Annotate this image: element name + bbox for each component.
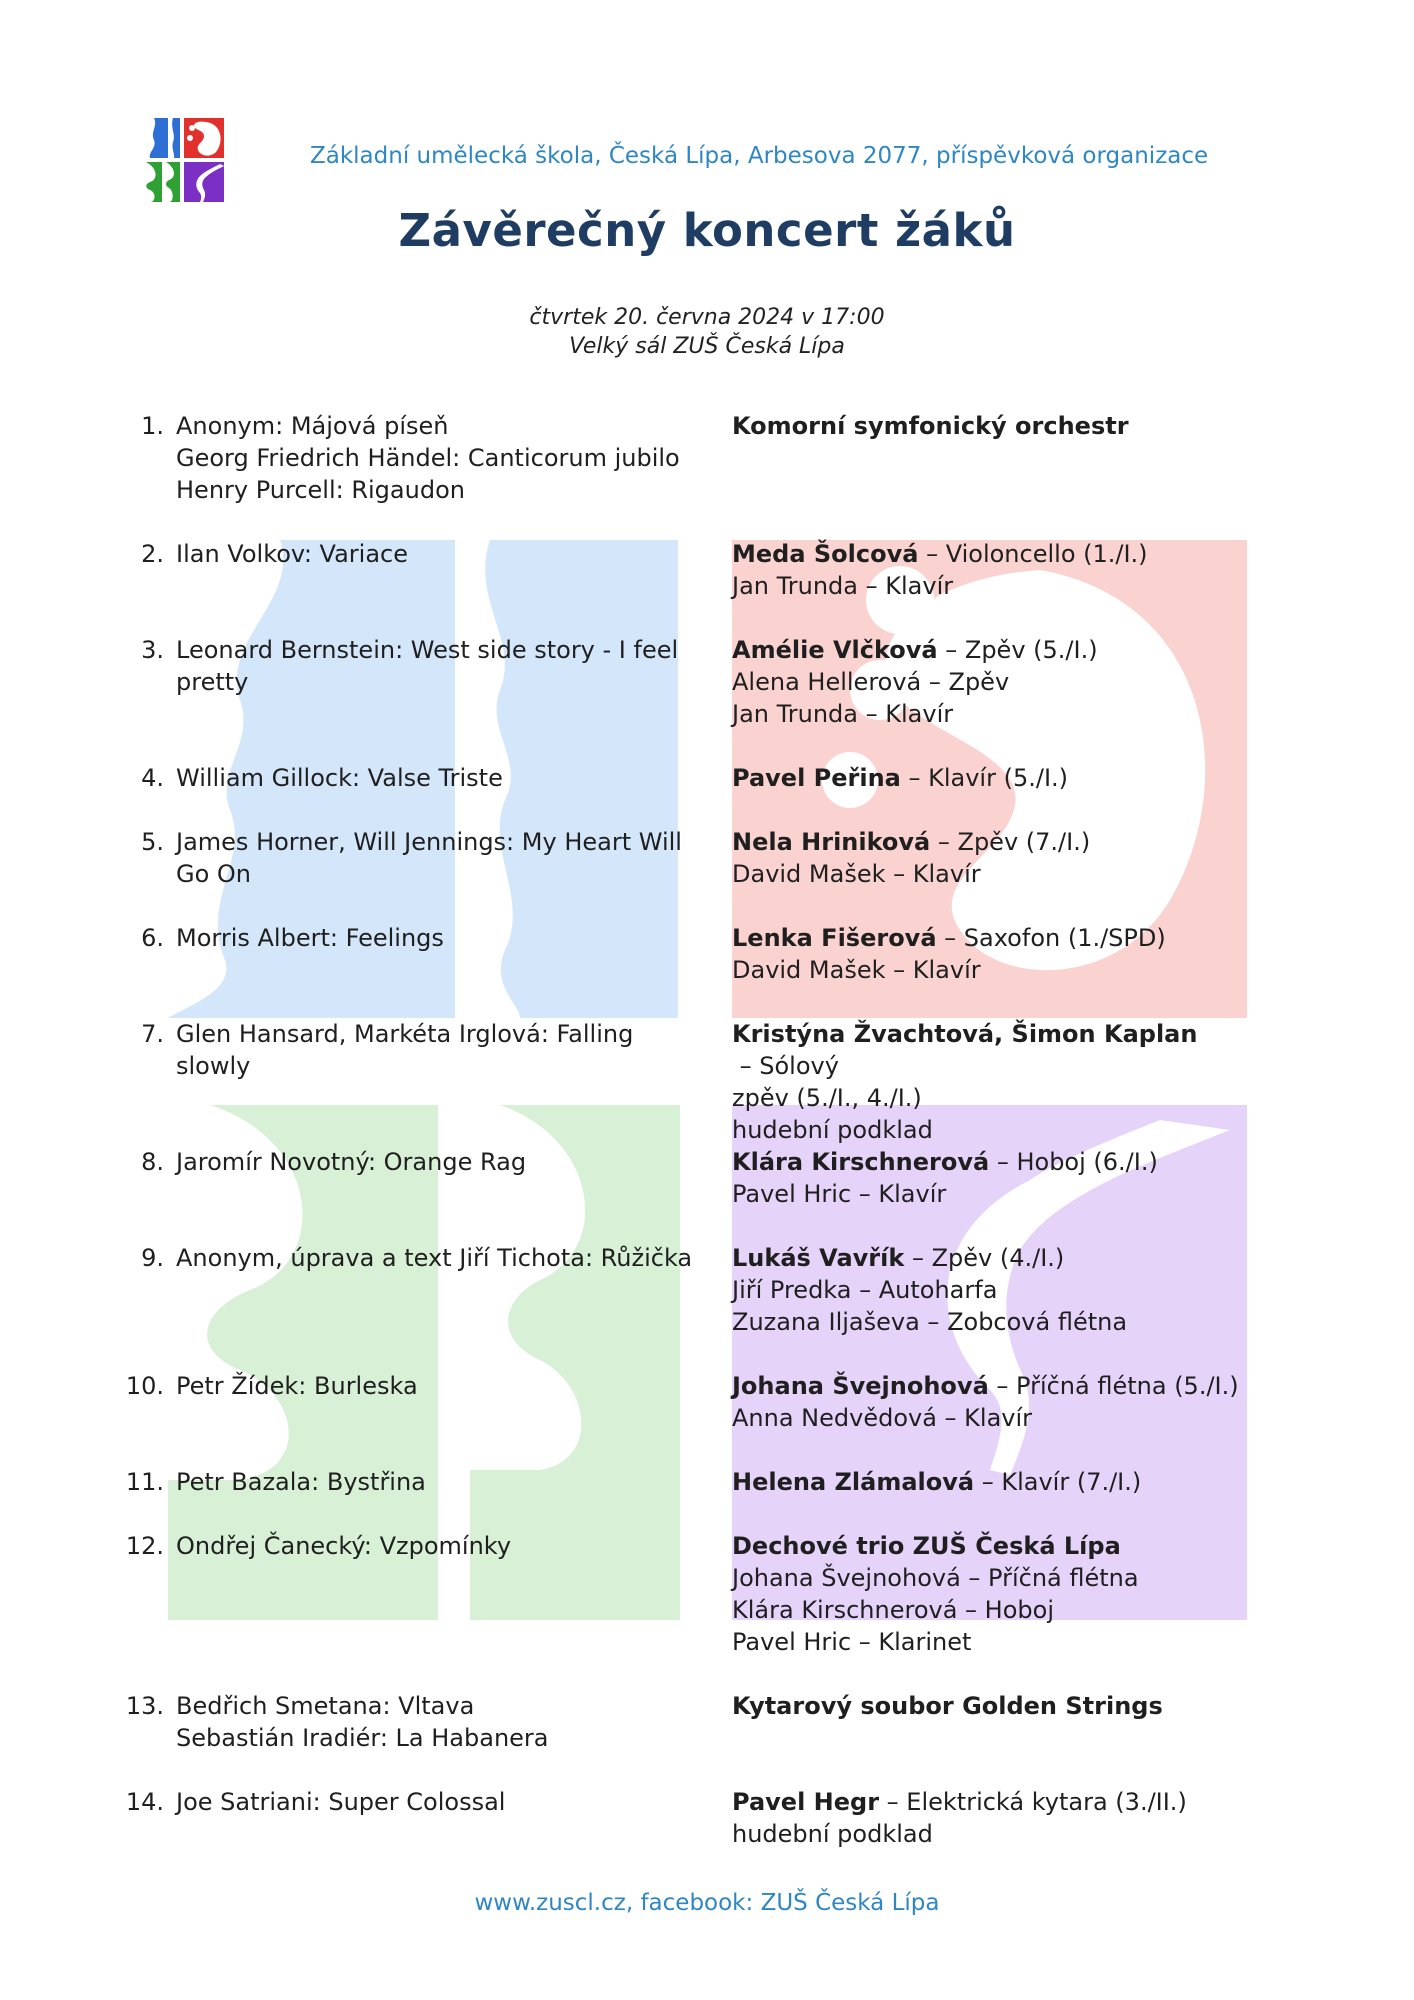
performer-detail: – Sólový (732, 1052, 839, 1080)
performer-name: Pavel Hegr (732, 1788, 880, 1816)
performer-line (732, 570, 1292, 602)
performer-detail: – Zpěv (4./I.) (904, 1244, 1065, 1272)
performer-detail: David Mašek – Klavír (732, 860, 981, 888)
performer-line (732, 858, 1292, 890)
program-performers (732, 1530, 1292, 1658)
performer-detail: Jan Trunda – Klavír (732, 572, 954, 600)
footer-links: www.zuscl.cz, facebook: ZUŠ Česká Lípa (474, 1890, 940, 1916)
performer-detail: – Klavír (7./I.) (974, 1468, 1142, 1496)
performer-line (732, 1562, 1292, 1594)
performer-line (732, 1274, 1292, 1306)
performer-detail: Johana Švejnohová – Příčná flétna (732, 1564, 1139, 1592)
piece-line: Jaromír Novotný: Orange Rag (176, 1148, 527, 1176)
piece-line: Glen Hansard, Markéta Irglová: Falling (176, 1020, 634, 1048)
performer-name: Meda Šolcová (732, 540, 919, 568)
performer-detail: – Violoncello (1./I.) (918, 540, 1148, 568)
program-performers (732, 1370, 1292, 1434)
program-pieces (176, 1690, 721, 1754)
program-performers (732, 410, 1292, 442)
performer-line (732, 666, 1292, 698)
piece-line: Bedřich Smetana: Vltava (176, 1692, 475, 1720)
performer-detail: – Saxofon (1./SPD) (936, 924, 1166, 952)
performer-detail: Jan Trunda – Klavír (732, 700, 954, 728)
program-number: 8. (141, 1148, 164, 1176)
performer-line (732, 1690, 1292, 1722)
performer-name: Nela Hriniková (732, 828, 931, 856)
performer-detail: Pavel Hric – Klavír (732, 1180, 947, 1208)
performer-detail: hudební podklad (732, 1116, 933, 1144)
program-performers (732, 1690, 1292, 1722)
performer-detail: – Příčná flétna (5./I.) (988, 1372, 1239, 1400)
concert-venue: Velký sál ZUŠ Česká Lípa (569, 334, 845, 359)
piece-line: William Gillock: Valse Triste (176, 764, 503, 792)
performer-name: Dechové trio ZUŠ Česká Lípa (732, 1532, 1121, 1560)
performer-line (732, 1306, 1292, 1338)
program-performers (732, 1466, 1292, 1498)
performer-detail: Jiří Predka – Autoharfa (732, 1276, 998, 1304)
performer-name: Lukáš Vavřík (732, 1244, 905, 1272)
program-pieces (176, 410, 721, 506)
program-number: 3. (141, 636, 164, 664)
program-pieces (176, 538, 721, 570)
piece-line: Henry Purcell: Rigaudon (176, 476, 465, 504)
program-performers (732, 922, 1292, 986)
program-pieces (176, 1242, 721, 1274)
performer-line (732, 538, 1292, 570)
performer-line (732, 922, 1292, 954)
program-pieces (176, 634, 721, 698)
program-pieces (176, 1146, 721, 1178)
performer-detail: Alena Hellerová – Zpěv (732, 668, 1010, 696)
performer-detail: – Hoboj (6./I.) (989, 1148, 1158, 1176)
program-performers (732, 1018, 1292, 1146)
performer-name: Pavel Peřina (732, 764, 901, 792)
performer-name: Kytarový soubor Golden Strings (732, 1692, 1163, 1720)
piece-line: Ondřej Čanecký: Vzpomínky (176, 1532, 512, 1560)
piece-line: James Horner, Will Jennings: My Heart Will (176, 828, 682, 856)
performer-line (732, 1178, 1292, 1210)
page-title: Závěrečný koncert žáků (398, 204, 1016, 257)
piece-line: Georg Friedrich Händel: Canticorum jubilo (176, 444, 680, 472)
performer-line (732, 698, 1292, 730)
performer-detail: – Elektrická kytara (3./II.) (879, 1788, 1187, 1816)
performer-detail: – Zpěv (7./I.) (930, 828, 1091, 856)
performer-name: Komorní symfonický orchestr (732, 412, 1129, 440)
piece-line: Petr Žídek: Burleska (176, 1372, 418, 1400)
program-number: 4. (141, 764, 164, 792)
performer-line (732, 954, 1292, 986)
performer-detail: – Zpěv (5./I.) (937, 636, 1098, 664)
program-number: 9. (141, 1244, 164, 1272)
piece-line: Leonard Bernstein: West side story - I feel (176, 636, 679, 664)
performer-line (732, 1146, 1292, 1178)
performer-line (732, 1402, 1292, 1434)
performer-line (732, 1594, 1292, 1626)
performer-line (732, 1114, 1292, 1146)
performer-name: Helena Zlámalová (732, 1468, 975, 1496)
performer-line (732, 1370, 1292, 1402)
program-pieces (176, 1786, 721, 1818)
piece-line: Joe Satriani: Super Colossal (176, 1788, 506, 1816)
performer-line (732, 1082, 1292, 1114)
performer-line (732, 410, 1292, 442)
piece-line: Sebastián Iradiér: La Habanera (176, 1724, 549, 1752)
piece-line: Ilan Volkov: Variace (176, 540, 408, 568)
program-performers (732, 1242, 1292, 1338)
performer-line (732, 1626, 1292, 1658)
program-performers (732, 1786, 1292, 1850)
program-number: 10. (125, 1372, 164, 1400)
performer-detail: Anna Nedvědová – Klavír (732, 1404, 1033, 1432)
program-number: 5. (141, 828, 164, 856)
program-performers (732, 826, 1292, 890)
program-pieces (176, 1018, 721, 1082)
performer-name: Johana Švejnohová (732, 1372, 989, 1400)
performer-detail: Zuzana Iljaševa – Zobcová flétna (732, 1308, 1128, 1336)
concert-date: čtvrtek 20. června 2024 v 17:00 (529, 305, 885, 330)
program-number: 13. (125, 1692, 164, 1720)
program-pieces (176, 1370, 721, 1402)
program-number: 6. (141, 924, 164, 952)
piece-line: pretty (176, 668, 249, 696)
program-pieces (176, 1466, 721, 1498)
performer-line (732, 1530, 1292, 1562)
program-performers (732, 538, 1292, 602)
program-number: 14. (125, 1788, 164, 1816)
performer-detail: Pavel Hric – Klarinet (732, 1628, 972, 1656)
school-name: Základní umělecká škola, Česká Lípa, Arbesova 2077, příspěvková organizace (310, 143, 1209, 169)
performer-name: Lenka Fišerová (732, 924, 937, 952)
program-number: 2. (141, 540, 164, 568)
performer-detail: hudební podklad (732, 1820, 933, 1848)
program-performers (732, 634, 1292, 730)
piece-line: Anonym: Májová píseň (176, 412, 449, 440)
performer-detail: Klára Kirschnerová – Hoboj (732, 1596, 1054, 1624)
performer-detail: – Klavír (5./I.) (900, 764, 1069, 792)
performer-line (732, 762, 1292, 794)
performer-name: Kristýna Žvachtová, Šimon Kaplan (732, 1020, 1198, 1048)
program-number: 11. (125, 1468, 164, 1496)
program-performers (732, 1146, 1292, 1210)
piece-line: Go On (176, 860, 252, 888)
performer-detail: David Mašek – Klavír (732, 956, 981, 984)
performer-detail: zpěv (5./I., 4./I.) (732, 1084, 922, 1112)
program-pieces (176, 1530, 721, 1562)
program-number: 7. (141, 1020, 164, 1048)
piece-line: Morris Albert: Feelings (176, 924, 444, 952)
program-pieces (176, 826, 721, 890)
performer-line (732, 634, 1292, 666)
program-pieces (176, 922, 721, 954)
performer-line (732, 1466, 1292, 1498)
program-performers (732, 762, 1292, 794)
piece-line: Anonym, úprava a text Jiří Tichota: Růžička (176, 1244, 693, 1272)
performer-name: Klára Kirschnerová (732, 1148, 990, 1176)
performer-line (732, 1018, 1292, 1082)
performer-line (732, 1242, 1292, 1274)
program-number: 12. (125, 1532, 164, 1560)
performer-line (732, 1818, 1292, 1850)
performer-name: Amélie Vlčková (732, 636, 938, 664)
performer-line (732, 826, 1292, 858)
piece-line: Petr Bazala: Bystřina (176, 1468, 426, 1496)
program-number: 1. (141, 412, 164, 440)
program-pieces (176, 762, 721, 794)
performer-line (732, 1786, 1292, 1818)
piece-line: slowly (176, 1052, 251, 1080)
